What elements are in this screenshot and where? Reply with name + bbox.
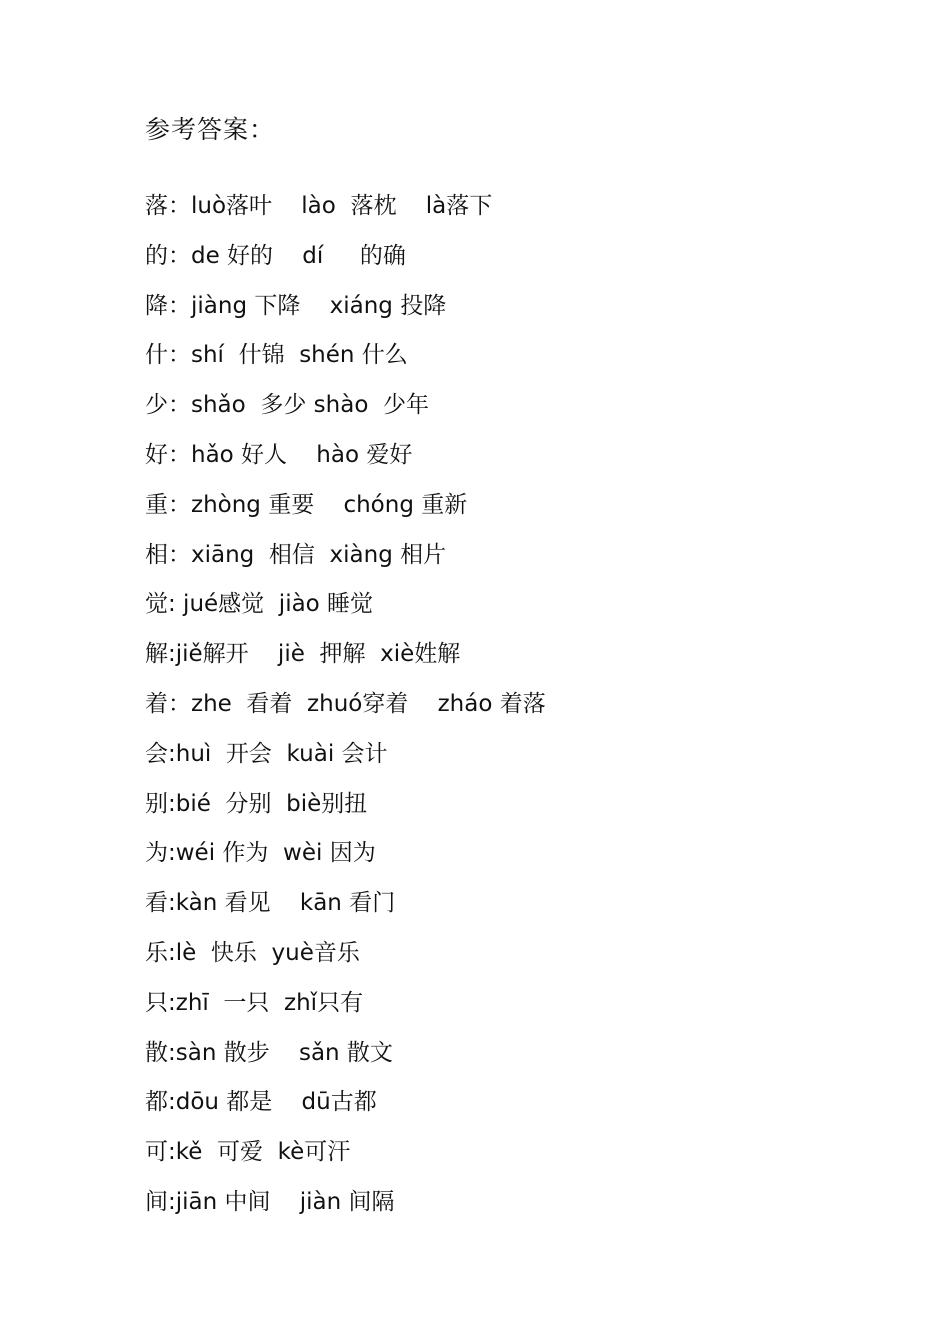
answer-row: 乐:lè 快乐 yuè音乐 bbox=[145, 939, 360, 966]
answer-row: 会:huì 开会 kuài 会计 bbox=[145, 740, 388, 767]
answer-list bbox=[145, 186, 905, 1232]
answer-row: 着：zhe 看着 zhuó穿着 zháo 着落 bbox=[145, 690, 546, 717]
answer-row: 间:jiān 中间 jiàn 间隔 bbox=[145, 1188, 395, 1215]
answer-row: 少：shǎo 多少 shào 少年 bbox=[145, 392, 430, 419]
answer-row: 觉: jué感觉 jiào 睡觉 bbox=[145, 591, 374, 618]
answer-row: 都:dōu 都是 dū古都 bbox=[145, 1089, 377, 1116]
answer-row: 落：luò落叶 lào 落枕 là落下 bbox=[145, 193, 493, 219]
answer-row: 的：de 好的 dí 的确 bbox=[145, 242, 406, 269]
answer-row: 重：zhòng 重要 chóng 重新 bbox=[145, 491, 468, 518]
answer-row: 什：shí 什锦 shén 什么 bbox=[145, 342, 408, 369]
answer-row: 为:wéi 作为 wèi 因为 bbox=[145, 840, 376, 867]
answer-key-title: 参考答案： bbox=[145, 115, 276, 144]
answer-row: 相：xiāng 相信 xiàng 相片 bbox=[145, 541, 447, 568]
answer-row: 别:bié 分别 biè别扭 bbox=[145, 790, 368, 817]
answer-row: 好：hǎo 好人 hào 爱好 bbox=[145, 441, 413, 468]
answer-row: 解:jiě解开 jiè 押解 xiè姓解 bbox=[145, 641, 461, 668]
answer-row: 可:kě 可爱 kè可汗 bbox=[145, 1139, 351, 1166]
answer-row: 降：jiàng 下降 xiáng 投降 bbox=[145, 292, 447, 319]
answer-row: 看:kàn 看见 kān 看门 bbox=[145, 890, 396, 917]
answer-row: 散:sàn 散步 sǎn 散文 bbox=[145, 1039, 393, 1066]
answer-row: 只:zhī 一只 zhǐ只有 bbox=[145, 989, 364, 1016]
